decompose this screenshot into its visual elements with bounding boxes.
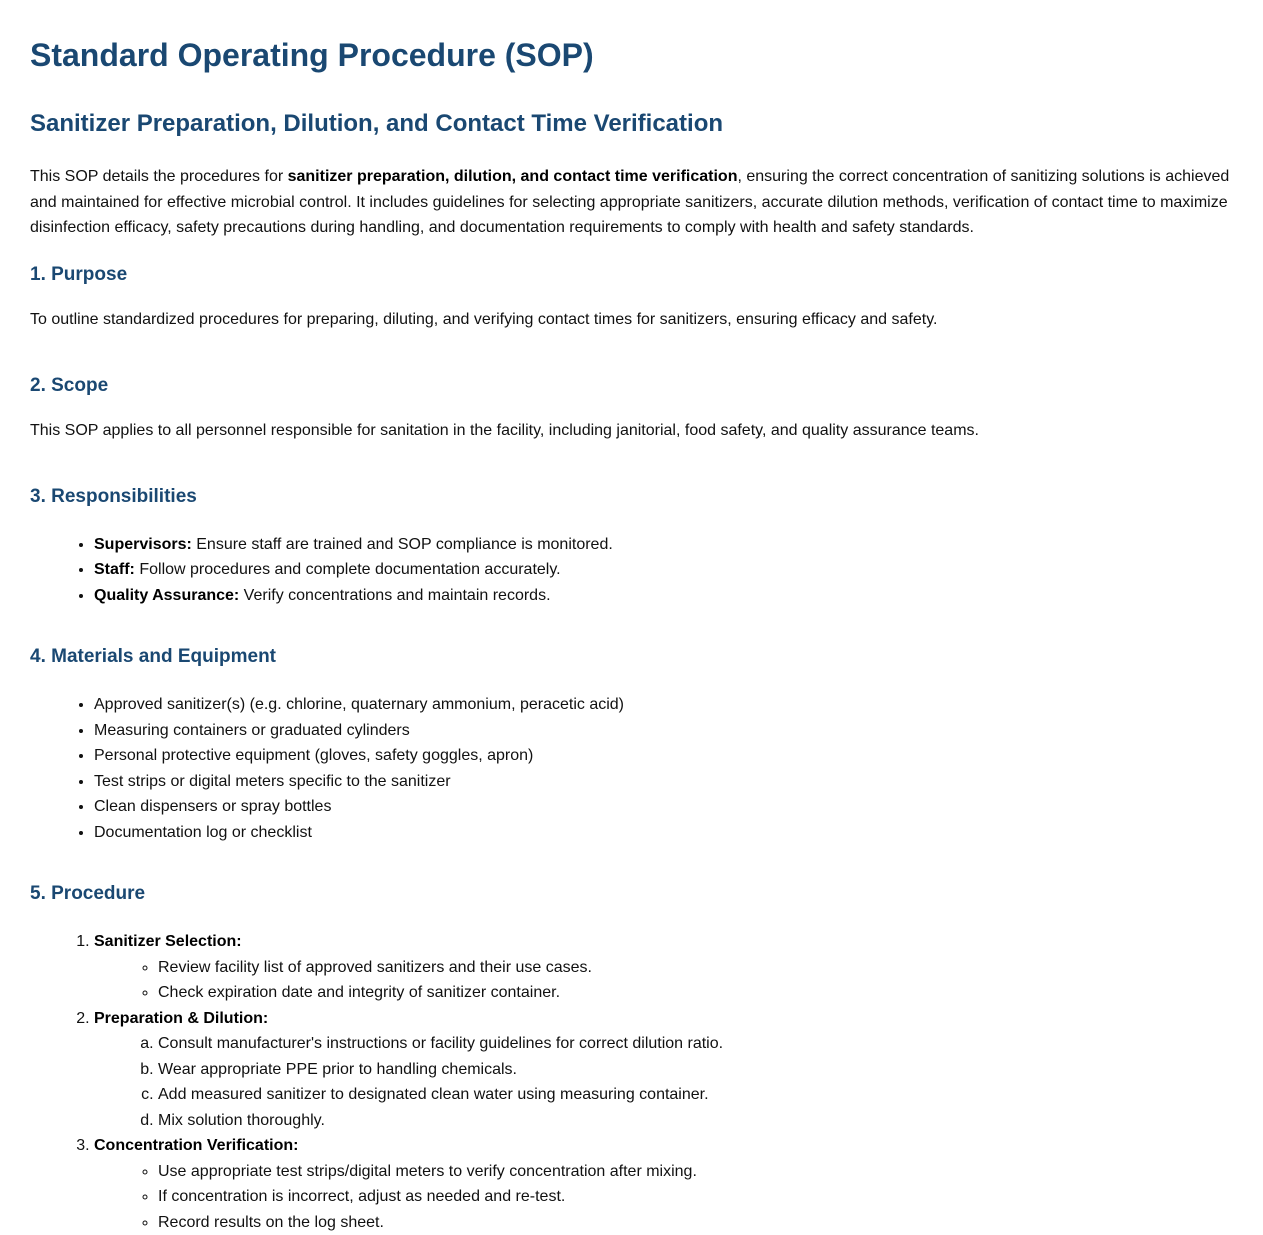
procedure-substeps <box>94 1031 1233 1133</box>
intro-text-before: This SOP details the procedures for <box>30 168 288 185</box>
responsibility-label: Staff: <box>94 561 135 578</box>
list-item <box>94 583 1233 609</box>
list-item: ◦ Use appropriate test strips/digital meters to verify concentration after mixing. <box>158 1159 1233 1185</box>
responsibilities-heading: 3. Responsibilities <box>30 485 1233 509</box>
list-item: • Approved sanitizer(s) (e.g. chlorine, quaternary ammonium, peracetic acid) <box>94 692 1233 718</box>
procedure-step <box>94 929 1233 1006</box>
list-item: • Measuring containers or graduated cylinders <box>94 718 1233 744</box>
procedure-step <box>94 1133 1233 1235</box>
purpose-text: To outline standardized procedures for preparing, diluting, and verifying contact times for sanitizers, ensuring efficacy and safety. <box>30 310 1233 330</box>
scope-text: This SOP applies to all personnel responsible for sanitation in the facility, including janitorial, food safety, and quality assurance teams. <box>30 421 1233 441</box>
list-item: ◦ Record results on the log sheet. <box>158 1210 1233 1235</box>
procedure-substeps <box>94 1159 1233 1235</box>
list-item: b. Wear appropriate PPE prior to handling chemicals. <box>158 1057 1233 1083</box>
procedure-step-title: Preparation & Dilution: <box>94 1010 268 1027</box>
responsibility-label: Quality Assurance: <box>94 587 239 604</box>
list-item: ◦ Check expiration date and integrity of sanitizer container. <box>158 980 1233 1006</box>
responsibility-text: Ensure staff are trained and SOP compliance is monitored. <box>192 536 613 553</box>
procedure-heading: 5. Procedure <box>30 882 1233 906</box>
list-item: • Documentation log or checklist <box>94 820 1233 846</box>
page-subtitle: Sanitizer Preparation, Dilution, and Contact Time Verification <box>30 109 1233 139</box>
intro-text-after: , ensuring the correct concentration of sanitizing solutions is achieved and maintained for effective microbial control. It includes guidelines for selecting appropriate sanitizers, accurate dilution methods, verification of contact time to maximize disinfection efficacy, safety precautions during handling, and documentation requirements to comply with health and safety standards. <box>30 168 1229 236</box>
page-title: Standard Operating Procedure (SOP) <box>30 0 1233 76</box>
list-item: • Clean dispensers or spray bottles <box>94 794 1233 820</box>
intro-paragraph <box>30 164 1233 241</box>
scope-heading: 2. Scope <box>30 374 1233 398</box>
responsibility-label: Supervisors: <box>94 536 192 553</box>
materials-heading: 4. Materials and Equipment <box>30 645 1233 669</box>
procedure-step-title: Concentration Verification: <box>94 1137 298 1154</box>
list-item: ◦ Review facility list of approved sanitizers and their use cases. <box>158 955 1233 981</box>
responsibility-text: Verify concentrations and maintain records. <box>239 587 550 604</box>
list-item: • Personal protective equipment (gloves, safety goggles, apron) <box>94 743 1233 769</box>
procedure-step-title: Sanitizer Selection: <box>94 933 242 950</box>
purpose-heading: 1. Purpose <box>30 263 1233 287</box>
procedure-substeps <box>94 955 1233 1006</box>
list-item: d. Mix solution thoroughly. <box>158 1108 1233 1134</box>
intro-text-bold: sanitizer preparation, dilution, and contact time verification <box>288 168 738 185</box>
procedure-steps <box>30 929 1233 1235</box>
list-item <box>94 532 1233 558</box>
responsibilities-list <box>30 532 1233 609</box>
list-item: a. Consult manufacturer's instructions or facility guidelines for correct dilution ratio. <box>158 1031 1233 1057</box>
list-item: • Test strips or digital meters specific to the sanitizer <box>94 769 1233 795</box>
responsibility-text: Follow procedures and complete documentation accurately. <box>135 561 561 578</box>
list-item: c. Add measured sanitizer to designated clean water using measuring container. <box>158 1082 1233 1108</box>
materials-list <box>30 692 1233 845</box>
list-item <box>94 557 1233 583</box>
procedure-step <box>94 1006 1233 1134</box>
list-item: ◦ If concentration is incorrect, adjust as needed and re-test. <box>158 1184 1233 1210</box>
